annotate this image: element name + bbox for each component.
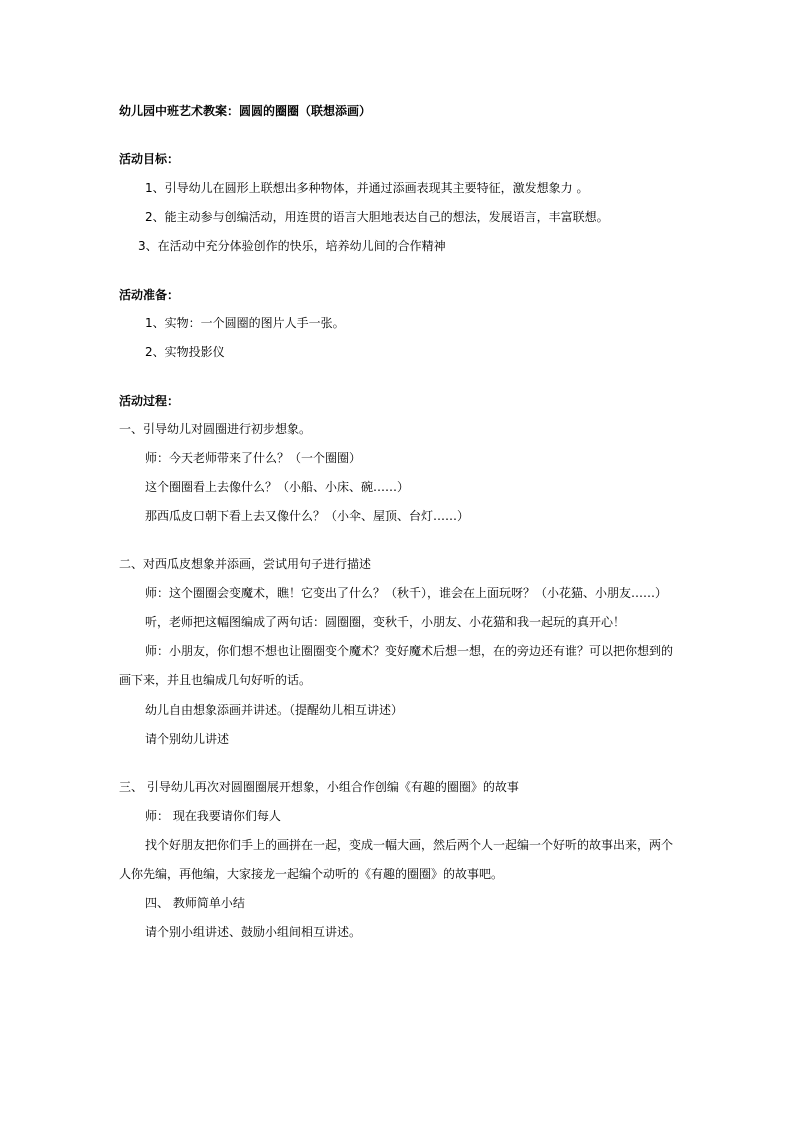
step2-title: 二、对西瓜皮想象并添画，尝试用句子进行描述 — [119, 557, 372, 571]
step4-line-1: 请个别小组讲述、鼓励小组间相互讲述。 — [145, 925, 362, 939]
step4-title: 四、 教师简单小结 — [145, 896, 245, 910]
goal-item-3: 3、在活动中充分体验创作的快乐，培养幼儿间的合作精神 — [138, 239, 446, 253]
document-title: 幼儿园中班艺术教案：圆圆的圈圈（联想添画） — [119, 104, 372, 118]
step3-line-3: 人你先编，再他编，大家接龙一起编个动听的《有趣的圈圈》的故事吧。 — [119, 867, 504, 881]
goal-item-1: 1、引导幼儿在圆形上联想出多种物体，并通过添画表现其主要特征，激发想象力 。 — [145, 181, 589, 195]
prep-item-1: 1、实物：一个圆圈的图片人手一张。 — [145, 316, 345, 330]
step1-title: 一、引导幼儿对圆圈进行初步想象。 — [119, 422, 312, 436]
step1-line-1: 师：今天老师带来了什么？（一个圈圈） — [145, 451, 362, 465]
step1-line-3: 那西瓜皮口朝下看上去又像什么？（小伞、屋顶、台灯……） — [145, 509, 470, 523]
step2-line-3: 师：小朋友，你们想不想也让圈圈变个魔术？变好魔术后想一想，在的旁边还有谁？可以把你想到的 — [145, 644, 674, 658]
prep-heading: 活动准备： — [119, 288, 180, 302]
step1-line-2: 这个圈圈看上去像什么？（小船、小床、碗……） — [145, 480, 410, 494]
step2-line-6: 请个别幼儿讲述 — [145, 732, 230, 746]
step2-line-1: 师：这个圈圈会变魔术，瞧！它变出了什么？（秋千），谁会在上面玩呀？（小花猫、小朋友……） — [145, 586, 668, 600]
goals-heading: 活动目标： — [119, 152, 180, 166]
step2-line-2: 听，老师把这幅图编成了两句话：圆圈圈，变秋千，小朋友、小花猫和我一起玩的真开心！ — [145, 615, 626, 629]
step2-line-4: 画下来，并且也编成几句好听的话。 — [119, 673, 312, 687]
step2-line-5: 幼儿自由想象添画并讲述。（提醒幼儿相互讲述） — [145, 703, 404, 717]
process-heading: 活动过程： — [119, 394, 180, 408]
prep-item-2: 2、实物投影仪 — [145, 345, 225, 359]
step3-line-1: 师： 现在我要请你们每人 — [145, 809, 281, 823]
goal-item-2: 2、能主动参与创编活动，用连贯的语言大胆地表达自己的想法，发展语言，丰富联想。 — [145, 210, 609, 224]
step3-line-2: 找个好朋友把你们手上的画拼在一起，变成一幅大画，然后两个人一起编一个好听的故事出来，两个 — [145, 838, 674, 852]
step3-title: 三、 引导幼儿再次对圆圈圈展开想象，小组合作创编《有趣的圈圈》的故事 — [119, 780, 519, 794]
